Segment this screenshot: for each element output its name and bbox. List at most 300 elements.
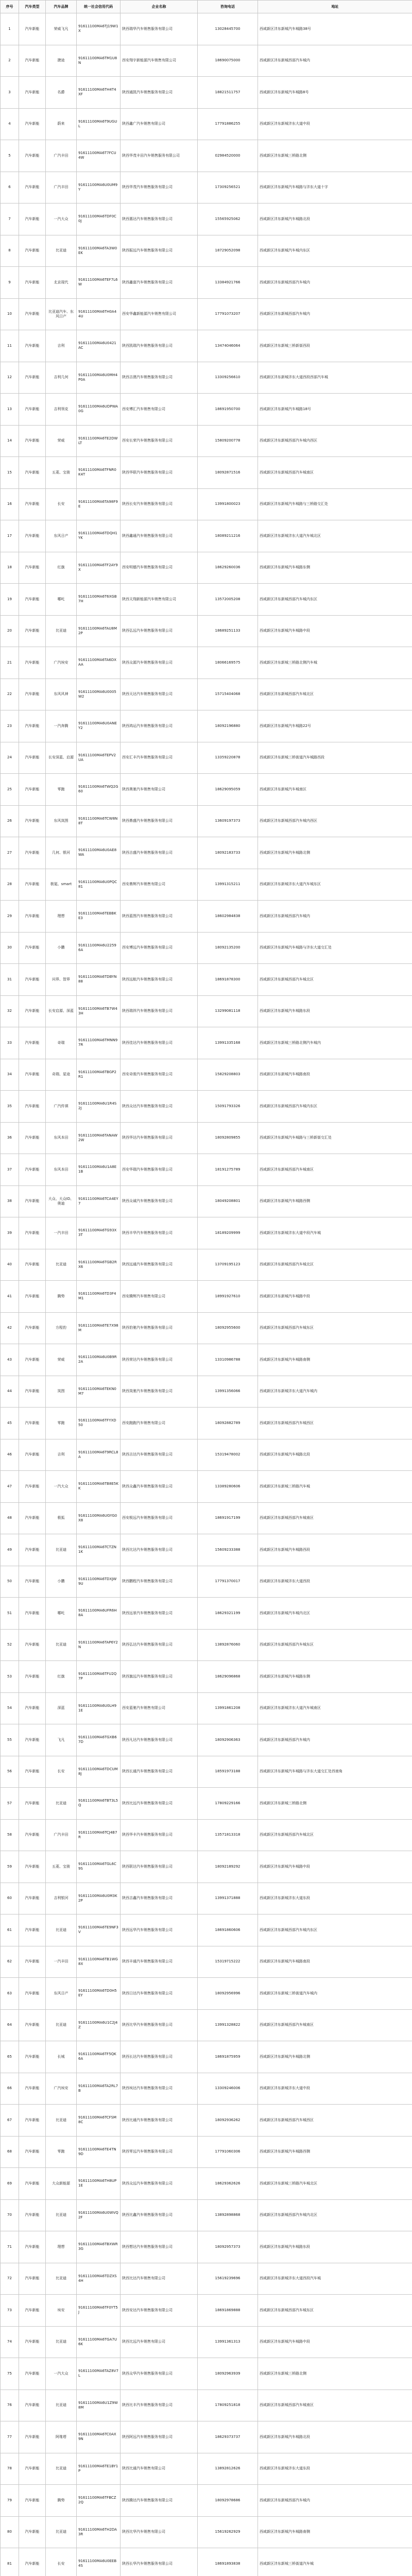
cell-phone: 18691860606 [198,1914,258,1946]
cell-company: 陕西众诚汽车销售服务有限公司 [121,1185,198,1217]
table-row [1,1946,412,1978]
cell-company: 西安汇丰汽车销售服务有限公司 [121,742,198,774]
cell-no: 47 [1,1471,19,1503]
cell-brand: 东风日产 [46,1978,77,2010]
table-row [1,1091,412,1123]
cell-phone: 18629096868 [198,1661,258,1693]
cell-no: 77 [1,2421,19,2453]
cell-address: 西咸新区沣东新城汽车城路18号 [258,394,412,426]
cell-company: 陕西日达汽车销售服务有限公司 [121,1978,198,2010]
cell-phone: 18591973188 [198,1756,258,1788]
cell-brand: 零跑 [46,1408,77,1439]
cell-phone: 18092936262 [198,2105,258,2137]
cell-no: 56 [1,1756,19,1788]
cell-type: 汽车新能 [19,774,46,806]
cell-address: 西咸新区沣东新城三桥路北侧 [258,140,412,172]
cell-address: 西咸新区沣东新城三桥新街西段 [258,330,412,362]
cell-brand: 比亚迪 [46,615,77,647]
table-row [1,1978,412,2010]
cell-credit-code: 91611100MA6TGXB67D [77,1724,121,1756]
cell-phone: 13384921766 [198,267,258,299]
cell-address: 西咸新区沣东新城沣东大道汽车城南区 [258,1692,412,1724]
table-row [1,995,412,1027]
cell-brand: 东风岚图 [46,805,77,837]
cell-credit-code: 91611100MA6U0WVQ2F [77,2199,121,2231]
cell-company: 陕西远景汽车销售服务有限公司 [121,1598,198,1630]
cell-credit-code: 91611100MA6TM1U8N [77,45,121,77]
cell-company: 陕西长通汽车销售服务有限公司 [121,1756,198,1788]
cell-brand: 一汽大众 [46,204,77,235]
cell-brand: 东风本田 [46,1154,77,1186]
cell-address: 西咸新区沣东新城汽车城路中段 [258,2326,412,2358]
cell-address: 西咸新区沣东新城汽车城路8号 [258,77,412,109]
cell-company: 陕西比通汽车销售服务有限公司 [121,2105,198,2137]
cell-no: 35 [1,1091,19,1123]
cell-no: 71 [1,2231,19,2263]
header-address: 地址 [258,1,412,13]
cell-phone: 18629321199 [198,1598,258,1630]
cell-address: 西咸新区沣东新城沣东大道中段 [258,2073,412,2105]
cell-no: 10 [1,298,19,330]
cell-type: 汽车新能 [19,362,46,394]
cell-no: 25 [1,774,19,806]
cell-credit-code: 91611100MA6T7FCU4W [77,140,121,172]
cell-no: 61 [1,1914,19,1946]
cell-no: 30 [1,932,19,964]
table-row [1,2136,412,2168]
table-row [1,1502,412,1534]
table-row [1,2358,412,2390]
cell-brand: 荣威 [46,1344,77,1376]
cell-phone: 13991335168 [198,1027,258,1059]
cell-type: 汽车新能 [19,394,46,426]
cell-type: 汽车新能 [19,457,46,489]
cell-address: 西咸新区沣东新城西部汽车城南区 [258,1154,412,1186]
cell-company: 陕西比鑫汽车销售服务有限公司 [121,2199,198,2231]
table-row [1,1534,412,1566]
cell-type: 汽车新能 [19,1819,46,1851]
cell-phone: 13991356066 [198,1376,258,1408]
cell-type: 汽车新能 [19,2199,46,2231]
table-row [1,77,412,109]
cell-phone: 18092871516 [198,457,258,489]
cell-credit-code: 91611100MA6TGL6C9S [77,1851,121,1883]
cell-company: 陕西吉达汽车销售服务有限公司 [121,1439,198,1471]
cell-phone: 17791073207 [198,298,258,330]
cell-brand: 比亚迪 [46,2009,77,2041]
cell-company: 陕西凡达汽车销售服务有限公司 [121,1724,198,1756]
cell-phone: 18991927610 [198,1281,258,1313]
cell-credit-code: 91611100MA6TDBYN88 [77,964,121,996]
cell-credit-code: 91611100MA6TA2RL7B [77,2073,121,2105]
header-phone: 咨询电话 [198,1,258,13]
cell-no: 22 [1,679,19,710]
cell-company: 西安明德汽车销售服务有限公司 [121,552,198,584]
cell-company: 陕西鑫富汽车销售服务有限公司 [121,267,198,299]
cell-phone: 13359220878 [198,742,258,774]
cell-type: 汽车新能 [19,1566,46,1598]
cell-type: 汽车新能 [19,330,46,362]
cell-address: 西咸新区沣东新城汽车城内北区 [258,1598,412,1630]
cell-phone: 18049208801 [198,1185,258,1217]
cell-company: 陕西弘达汽车销售服务有限公司 [121,1629,198,1661]
cell-brand: 吉利几何 [46,362,77,394]
cell-brand: 吉利领克 [46,394,77,426]
cell-type: 汽车新能 [19,1122,46,1154]
cell-credit-code: 91611100MA6TDXJW9U [77,1566,121,1598]
table-row [1,1312,412,1344]
cell-no: 1 [1,13,19,45]
cell-address: 西咸新区沣东新城汽车城路中段 [258,615,412,647]
cell-no: 57 [1,1788,19,1820]
cell-brand: 小鹏 [46,1566,77,1598]
cell-phone: 18092882789 [198,1408,258,1439]
cell-credit-code: 91611100MA6TA98F9E [77,488,121,520]
cell-brand: 深蓝 [46,1692,77,1724]
cell-address: 西咸新区沣东新城西部汽车城内 [258,1724,412,1756]
cell-address: 西咸新区沣东新城西部汽车城南区 [258,2009,412,2041]
cell-phone: 13892898868 [198,2199,258,2231]
cell-credit-code: 91611100MA6U1Z9W8M [77,2389,121,2421]
table-row [1,172,412,204]
cell-phone: 18689251133 [198,615,258,647]
cell-address: 西咸新区沣东新城西部汽车城东区 [258,1312,412,1344]
table-row [1,964,412,996]
cell-address: 西咸新区沣东新城汽车城路北段 [258,1439,412,1471]
table-row [1,1376,412,1408]
cell-address: 西咸新区沣东新城西部汽车城内 [258,901,412,933]
cell-address: 西咸新区沣东新城汽车城路与三桥新街交汇处 [258,1122,412,1154]
table-row [1,1154,412,1186]
cell-brand: 比亚迪 [46,2326,77,2358]
cell-credit-code: 91611100MA6TE2DWLT [77,425,121,457]
cell-no: 80 [1,2516,19,2548]
cell-no: 33 [1,1027,19,1059]
table-row [1,805,412,837]
cell-type: 汽车新能 [19,2485,46,2517]
cell-no: 51 [1,1598,19,1630]
cell-brand: 长安 [46,488,77,520]
cell-credit-code: 91611100MA6TB1WG8X [77,1946,121,1978]
cell-brand: 广汽丰田 [46,172,77,204]
cell-credit-code: 91611100MA6U0EEB4S [77,2548,121,2576]
cell-brand: 广汽丰田 [46,140,77,172]
cell-credit-code: 91611100MA6U0LH91E [77,1692,121,1724]
cell-credit-code: 91611100MA6TF5QK6A [77,2041,121,2073]
cell-credit-code: 91611100MA6TFBCZ2Q [77,2485,121,2517]
cell-type: 汽车新能 [19,2326,46,2358]
cell-address: 西咸新区沣东新城沣东大道汽车城北区 [258,520,412,552]
cell-type: 汽车新能 [19,108,46,140]
cell-address: 西咸新区沣东新城西部汽车城内东区 [258,584,412,616]
cell-phone: 18691893838 [198,2548,258,2576]
cell-type: 汽车新能 [19,2073,46,2105]
table-row [1,869,412,901]
cell-no: 58 [1,1819,19,1851]
table-row [1,488,412,520]
cell-address: 西咸新区沣东新城三桥路北侧 [258,2358,412,2390]
cell-brand: 大众新能源 [46,2168,77,2200]
cell-no: 39 [1,1217,19,1249]
cell-address: 西咸新区沣东新城汽车城路东段 [258,995,412,1027]
cell-phone: 18191275789 [198,1154,258,1186]
cell-company: 陕西弘远汽车销售服务有限公司 [121,615,198,647]
table-row [1,2105,412,2137]
cell-phone: 15565925062 [198,204,258,235]
cell-company: 陕西零远汽车销售服务有限公司 [121,2136,198,2168]
cell-credit-code: 91611100MA6TJ19W1X [77,13,121,45]
cell-type: 汽车新能 [19,615,46,647]
cell-credit-code: 91611100MA6TF0YT5J [77,2295,121,2327]
cell-no: 53 [1,1661,19,1693]
cell-no: 66 [1,2073,19,2105]
cell-brand: 零跑 [46,774,77,806]
table-row [1,2421,412,2453]
cell-credit-code: 91611100MA6TCW8N8T [77,805,121,837]
cell-phone: 18691878300 [198,964,258,996]
cell-company: 陕西众达汽车销售服务有限公司 [121,1091,198,1123]
cell-address: 西咸新区沣东新城汽车城路北侧 [258,837,412,869]
cell-type: 汽车新能 [19,488,46,520]
cell-credit-code: 91611100MA6TA3W0EK [77,235,121,267]
table-row [1,932,412,964]
cell-phone: 18092135200 [198,932,258,964]
cell-no: 54 [1,1692,19,1724]
cell-type: 汽车新能 [19,1914,46,1946]
cell-brand: 理想 [46,2231,77,2263]
cell-type: 汽车新能 [19,584,46,616]
cell-brand: 广汽埃安 [46,2073,77,2105]
cell-no: 20 [1,615,19,647]
cell-company: 西安跑跑汽车销售有限公司 [121,1408,198,1439]
cell-brand: 奇瑞、星途 [46,1059,77,1091]
cell-type: 汽车新能 [19,1154,46,1186]
cell-address: 西咸新区沣东新城汽车城路东侧 [258,552,412,584]
cell-company: 陕西惠达汽车销售服务有限公司 [121,204,198,235]
cell-address: 西咸新区沣东新城汽车城路北侧 [258,2041,412,2073]
cell-address: 西咸新区沣东新城沣东大道汽车城内 [258,1376,412,1408]
table-row [1,520,412,552]
cell-type: 汽车新能 [19,2136,46,2168]
cell-credit-code: 91611100MA6TD0H5EY [77,1978,121,2010]
cell-phone: 18690075000 [198,45,258,77]
cell-type: 汽车新能 [19,932,46,964]
cell-address: 西咸新区沣东新城西部汽车城南区 [258,1502,412,1534]
cell-brand: 比亚迪 [46,235,77,267]
cell-address: 西咸新区沣东新城沣东大道中段汽车城 [258,1217,412,1249]
cell-company: 陕西华茂丰田汽车销售服务有限公司 [121,140,198,172]
cell-no: 16 [1,488,19,520]
cell-brand: 广汽丰田 [46,1819,77,1851]
cell-address: 西咸新区沣东新城三桥街道汽车城路西段 [258,742,412,774]
cell-type: 汽车新能 [19,647,46,679]
table-row [1,2295,412,2327]
cell-address: 西咸新区沣东新城汽车城路南侧 [258,2516,412,2548]
cell-address: 西咸新区沣东新城三桥路汽车城北区 [258,2168,412,2200]
cell-credit-code: 91611100MA6TAZ8V7L [77,2358,121,2390]
cell-phone: 18691875959 [198,2041,258,2073]
cell-type: 汽车新能 [19,710,46,742]
cell-brand: 极狐 [46,1502,77,1534]
cell-type: 汽车新能 [19,901,46,933]
table-row [1,1059,412,1091]
cell-no: 49 [1,1534,19,1566]
table-row [1,298,412,330]
cell-no: 76 [1,2389,19,2421]
table-row [1,1851,412,1883]
cell-phone: 15091793326 [198,1091,258,1123]
cell-credit-code: 91611100MA6TC0AX9N [77,2421,121,2453]
table-row [1,1566,412,1598]
cell-phone: 18821511757 [198,77,258,109]
cell-no: 14 [1,425,19,457]
table-row [1,425,412,457]
table-row [1,2453,412,2485]
cell-phone: 13389280606 [198,1471,258,1503]
cell-brand: 比亚迪 [46,1914,77,1946]
cell-address: 西咸新区沣东新城沣东大道东段 [258,2453,412,2485]
cell-credit-code: 91611100MA6U1C2J4Z [77,2009,121,2041]
cell-credit-code: 91611100MA6T9UGUL [77,108,121,140]
table-row [1,901,412,933]
table-row [1,2516,412,2548]
cell-company: 西安博汇汽车销售有限公司 [121,394,198,426]
cell-type: 汽车新能 [19,267,46,299]
cell-type: 汽车新能 [19,552,46,584]
cell-company: 陕西比达汽车销售有限公司 [121,2263,198,2295]
table-row [1,837,412,869]
cell-credit-code: 91611100MA6TEPV2UA [77,742,121,774]
cell-address: 西咸新区沣东新城汽车城路南段 [258,1946,412,1978]
header-type: 汽车类型 [19,1,46,13]
cell-no: 37 [1,1154,19,1186]
cell-brand: 比亚迪 [46,2263,77,2295]
cell-phone: 18092189292 [198,1851,258,1883]
cell-no: 44 [1,1376,19,1408]
cell-no: 79 [1,2485,19,2517]
cell-phone: 15619262929 [198,2516,258,2548]
cell-brand: 一汽丰田 [46,1946,77,1978]
cell-type: 汽车新能 [19,45,46,77]
cell-company: 陕西丰华汽车销售服务有限公司 [121,1217,198,1249]
cell-address: 西咸新区沣东新城汽车城路与三桥路交汇处 [258,488,412,520]
cell-phone: 13572005208 [198,584,258,616]
cell-address: 西咸新区沣东新城西部汽车城东区 [258,1629,412,1661]
cell-brand: 广汽埃安 [46,647,77,679]
table-row [1,1281,412,1313]
cell-company: 陕西长安汽车销售服务有限公司 [121,488,198,520]
cell-phone: 18729052098 [198,235,258,267]
cell-address: 西咸新区沣东新城沣东大道汽车城东区 [258,869,412,901]
cell-credit-code: 91611100MA6U0PQC81 [77,869,121,901]
cell-brand: 东风风神 [46,679,77,710]
cell-type: 汽车新能 [19,520,46,552]
cell-no: 36 [1,1122,19,1154]
cell-no: 40 [1,1249,19,1281]
header-credit-code: 统一社会信用代码 [77,1,121,13]
cell-brand: 比亚迪 [46,1534,77,1566]
cell-address: 西咸新区沣东新城汽车城路中段 [258,1281,412,1313]
cell-credit-code: 91611100MA6TBXWR3G [77,2231,121,2263]
cell-type: 汽车新能 [19,1534,46,1566]
cell-type: 汽车新能 [19,1091,46,1123]
cell-credit-code: 91611100MA6TFU2Q7P [77,1661,121,1693]
cell-phone: 18691869888 [198,2295,258,2327]
cell-no: 81 [1,2548,19,2576]
cell-type: 汽车新能 [19,2231,46,2263]
cell-credit-code: 91611100MA6TG93X3T [77,1217,121,1249]
cell-no: 34 [1,1059,19,1091]
cell-phone: 13309246006 [198,2073,258,2105]
table-row [1,2009,412,2041]
table-row [1,1122,412,1154]
cell-phone: 17309256521 [198,172,258,204]
cell-company: 陕西鼎盛汽车销售服务有限公司 [121,805,198,837]
cell-no: 41 [1,1281,19,1313]
cell-brand: 红旗 [46,552,77,584]
cell-type: 汽车新能 [19,1598,46,1630]
cell-address: 西咸新区沣东新城三桥路北侧 [258,1788,412,1820]
cell-address: 西咸新区沣东新城三桥路北侧汽车城 [258,647,412,679]
cell-no: 7 [1,204,19,235]
cell-company: 陕西比通汽车销售有限公司 [121,2453,198,2485]
table-row [1,1788,412,1820]
cell-type: 汽车新能 [19,1471,46,1503]
cell-phone: 18092955600 [198,1312,258,1344]
cell-brand: 零跑 [46,2136,77,2168]
cell-no: 8 [1,235,19,267]
cell-no: 48 [1,1502,19,1534]
table-row [1,2168,412,2200]
cell-company: 西安腾辉汽车销售有限公司 [121,1281,198,1313]
cell-credit-code: 91611100MA6TFNR0K4T [77,457,121,489]
cell-brand: 东风日产 [46,520,77,552]
table-body [1,13,412,2576]
cell-phone: 18092809855 [198,1122,258,1154]
cell-brand: 东风本田 [46,1122,77,1154]
cell-no: 32 [1,995,19,1027]
cell-no: 68 [1,2136,19,2168]
table-row [1,1629,412,1661]
cell-phone: 18602984838 [198,901,258,933]
cell-company: 陕西蓝图汽车销售服务有限公司 [121,901,198,933]
cell-credit-code: 91611100MA6TAU8M2P [77,615,121,647]
table-row [1,2073,412,2105]
cell-company: 陕西阿远汽车销售服务有限公司 [121,2421,198,2453]
cell-address: 西咸新区沣东新城汽车城路中段 [258,1851,412,1883]
cell-phone: 13991861208 [198,1692,258,1724]
cell-company: 陕西吉澳汽车销售服务有限公司 [121,362,198,394]
cell-type: 汽车新能 [19,2389,46,2421]
cell-address: 西咸新区沣东新城西部汽车城内东区 [258,1091,412,1123]
header-no: 序号 [1,1,19,13]
cell-company: 陕西瑞祥汽车销售服务有限公司 [121,995,198,1027]
cell-type: 汽车新能 [19,1756,46,1788]
cell-brand: 飞凡 [46,1724,77,1756]
cell-phone: 13709195123 [198,1249,258,1281]
cell-no: 13 [1,394,19,426]
cell-address: 西咸新区沣东新城西部汽车城北区 [258,964,412,996]
cell-credit-code: 91611100MA6TEF7L6W [77,267,121,299]
header-company: 企业名称 [121,1,198,13]
cell-brand: 大众、大众ID、奥迪 [46,1185,77,1217]
cell-address: 西咸新区沣东新城汽车城内东区 [258,235,412,267]
cell-address: 西咸新区沣东新城沣东大道中段 [258,108,412,140]
cell-company: 陕西鑫通汽车销售服务有限公司 [121,520,198,552]
cell-no: 62 [1,1946,19,1978]
cell-phone: 15609233388 [198,1534,258,1566]
cell-credit-code: 91611100MA6TCTZN1K [77,1534,121,1566]
